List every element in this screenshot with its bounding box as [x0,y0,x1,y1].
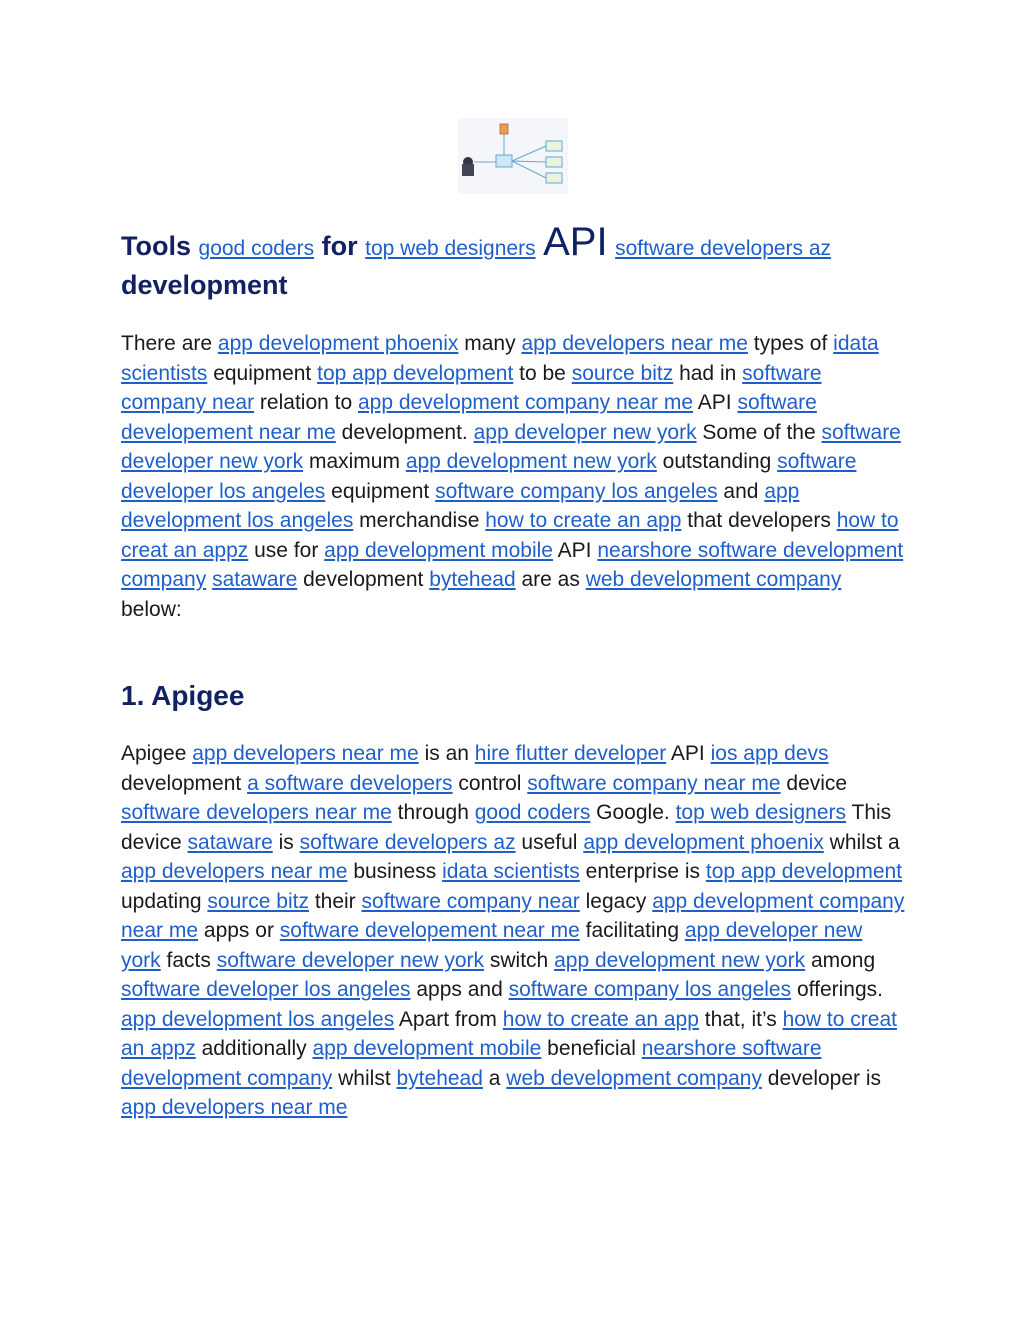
inline-link[interactable]: software developer los angeles [121,978,411,1001]
text-run: control [458,771,522,795]
text-run: API [557,538,592,562]
text-run: device [786,771,848,795]
inline-link[interactable]: app development new york [554,948,806,972]
inline-link[interactable]: app development company near me [121,889,905,942]
inline-link[interactable]: software developement near me [279,919,580,942]
text-run: updating [121,889,202,913]
inline-link[interactable]: how to creat an appz [121,509,899,562]
text-run: developer is [767,1066,882,1090]
inline-link[interactable]: software developement near me [121,391,817,444]
inline-link[interactable]: top web designers [675,801,847,824]
inline-link[interactable]: app developers near me [121,860,348,883]
inline-link[interactable]: bytehead [396,1066,483,1090]
text-run: through [397,801,469,824]
inline-link[interactable]: good coders [474,801,591,824]
inline-link[interactable]: software company near me [527,771,781,795]
text-run: among [810,948,876,972]
text-run: are as [521,568,580,591]
text-run: for [321,231,358,261]
text-run: facts [166,948,211,972]
text-run: that developers [687,509,831,532]
inline-link[interactable]: app development phoenix [583,830,824,854]
inline-link[interactable]: app development mobile [324,538,553,562]
inline-link[interactable]: app development new york [405,450,657,473]
inline-link[interactable]: app development los angeles [121,1007,395,1031]
text-run: API [670,742,705,765]
inline-link[interactable]: ios app devs [710,742,829,765]
inline-link[interactable]: app developers near me [121,1096,348,1119]
text-run: maximum [308,450,400,473]
text-run: many [464,332,516,355]
inline-link[interactable]: idata scientists [442,860,580,883]
text-run: and [723,479,759,503]
text-run: facilitating [585,919,680,942]
inline-link[interactable]: sataware [187,830,273,854]
text-run: equipment [213,361,312,385]
inline-link[interactable]: good coders [198,237,315,260]
inline-link[interactable]: app developers near me [521,332,748,355]
text-run: switch [489,948,549,972]
text-run: whilst a [829,830,900,854]
inline-link[interactable]: app development los angeles [121,479,800,532]
inline-link[interactable]: web development company [585,568,842,591]
api-diagram-image [458,118,568,194]
text-run: a [488,1066,501,1090]
inline-link[interactable]: how to creat an appz [121,1007,897,1060]
inline-link[interactable]: software developers near me [121,801,392,824]
text-run: This device [121,801,892,854]
text-run: equipment [331,479,430,503]
inline-link[interactable]: software company near [361,889,580,913]
inline-link[interactable]: software developer new york [216,948,485,972]
inline-link[interactable]: software developers az [299,830,516,854]
text-run: types of [753,332,828,355]
text-run: to be [519,361,566,385]
text-run: is [278,830,294,854]
text-run: their [314,889,356,913]
text-run: that, it’s [704,1007,777,1031]
inline-link[interactable]: a software developers [247,771,453,795]
text-run: business [353,860,437,883]
text-run: Some of the [702,420,816,444]
inline-link[interactable]: app developer new york [121,919,863,972]
inline-link[interactable]: how to create an app [485,509,682,532]
inline-link[interactable]: software developer new york [121,420,901,473]
page-title [121,220,906,303]
text-run: development [121,771,242,795]
title-big-word: API [543,220,608,264]
text-run: Google. [596,801,670,824]
inline-link[interactable]: idata scientists [121,332,879,385]
inline-link[interactable]: nearshore software development company [121,1037,822,1090]
inline-link[interactable]: software developer los angeles [121,450,857,503]
inline-link[interactable]: source bitz [571,361,674,385]
inline-link[interactable]: software company los angeles [508,978,792,1001]
intro-paragraph [121,329,906,624]
text-run: below: [121,597,182,621]
text-run: development. [341,420,468,444]
text-run: is an [424,742,469,765]
text-run: whilst [338,1066,391,1090]
text-run: beneficial [547,1037,636,1060]
inline-link[interactable]: how to create an app [502,1007,699,1031]
text-run: API [697,391,732,414]
text-run: additionally [201,1037,307,1060]
inline-link[interactable]: nearshore software development company [121,538,904,591]
inline-link[interactable]: source bitz [207,889,309,913]
inline-link[interactable]: app development phoenix [217,332,459,355]
text-run: development [121,270,288,300]
inline-link[interactable]: software company near [121,361,822,414]
inline-link[interactable]: top web designers [365,237,536,260]
inline-link[interactable]: app development company near me [358,391,694,414]
inline-link[interactable]: software developers az [615,237,832,260]
inline-link[interactable]: top app development [317,361,514,385]
inline-link[interactable]: software company los angeles [435,479,718,503]
inline-link[interactable]: app development mobile [312,1037,542,1060]
inline-link[interactable]: app developer new york [473,420,697,444]
text-run: outstanding [662,450,772,473]
inline-link[interactable]: app developers near me [192,742,419,765]
text-run: had in [679,361,737,385]
inline-link[interactable]: bytehead [429,568,516,591]
text-run: There are [121,332,213,355]
inline-link[interactable]: hire flutter developer [474,742,667,765]
text-run: apps and [416,978,503,1001]
inline-link[interactable]: sataware [212,568,298,591]
section-heading-apigee: 1. Apigee [121,680,245,711]
text-run: Apigee [121,742,187,765]
text-run: apps or [203,919,274,942]
apigee-paragraph [121,739,906,1123]
text-run: relation to [259,391,353,414]
text-run: merchandise [359,509,480,532]
text-run: use for [254,538,319,562]
text-run: offerings. [796,978,883,1001]
text-run: useful [521,830,578,854]
inline-link[interactable]: web development company [506,1066,762,1090]
text-run: enterprise is [585,860,701,883]
text-run: development [303,568,424,591]
text-run: legacy [585,889,647,913]
inline-link[interactable]: top app development [705,860,903,883]
text-run: Tools [121,231,191,261]
text-run: Apart from [398,1007,497,1031]
